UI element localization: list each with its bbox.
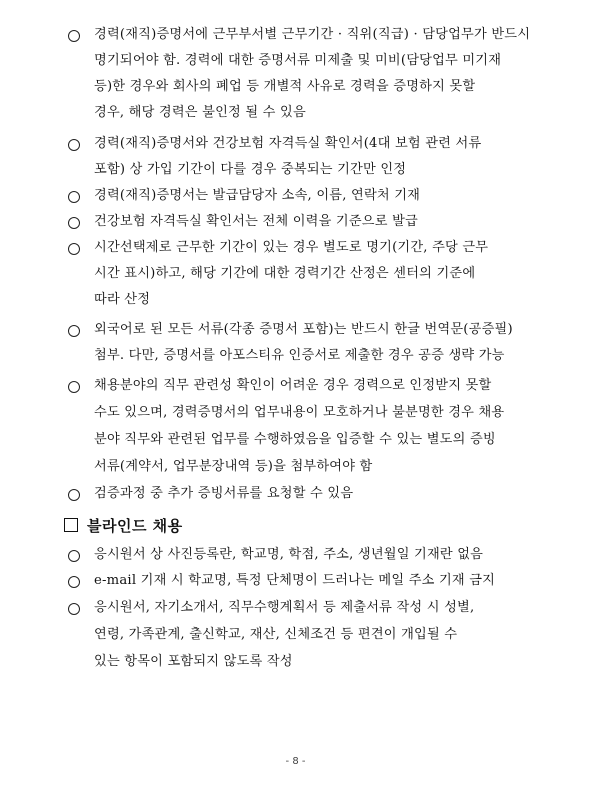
list-item-line: 경우, 해당 경력은 불인정 될 수 있음 — [94, 105, 306, 120]
section-heading-text: 블라인드 채용 — [87, 516, 183, 535]
list-item-line: 서류(계약서, 업무분장내역 등)을 첨부하여야 함 — [94, 459, 373, 474]
list-item-line: 첨부. 다만, 증명서를 아포스티유 인증서로 제출한 경우 공증 생략 가능 — [94, 348, 505, 363]
list-item-line: 따라 산정 — [94, 292, 151, 307]
list-item-line: 경력(재직)증명서와 건강보험 자격득실 확인서(4대 보험 관련 서류 — [94, 136, 482, 151]
circle-bullet-icon — [68, 217, 80, 229]
list-item-line: e-mail 기재 시 학교명, 특정 단체명이 드러나는 메일 주소 기재 금지 — [94, 573, 496, 588]
list-item-line: 있는 항목이 포함되지 않도록 작성 — [94, 654, 293, 669]
list-item-line: 경력(재직)증명서에 근무부서별 근무기간 · 직위(직급) · 담당업무가 반드시 — [94, 27, 531, 42]
circle-bullet-icon — [68, 139, 80, 151]
section-heading — [64, 515, 183, 535]
page-number: - 8 - — [285, 756, 306, 767]
list-item-line: 시간 표시)하고, 해당 기간에 대한 경력기간 산정은 센터의 기준에 — [94, 266, 476, 281]
circle-bullet-icon — [68, 550, 80, 562]
square-box-icon — [64, 518, 78, 532]
list-item-line: 연령, 가족관계, 출신학교, 재산, 신체조건 등 편견이 개입될 수 — [94, 627, 458, 642]
list-item-line: 검증과정 중 추가 증빙서류를 요청할 수 있음 — [94, 486, 354, 501]
circle-bullet-icon — [68, 243, 80, 255]
list-item-line: 등)한 경우와 회사의 폐업 등 개별적 사유로 경력을 증명하지 못할 — [94, 79, 476, 94]
list-item-line: 경력(재직)증명서는 발급담당자 소속, 이름, 연락처 기재 — [94, 188, 421, 203]
circle-bullet-icon — [68, 603, 80, 615]
list-item-line: 채용분야의 직무 관련성 확인이 어려운 경우 경력으로 인정받지 못할 — [94, 378, 492, 393]
list-item-line: 건강보험 자격득실 확인서는 전체 이력을 기준으로 발급 — [94, 214, 418, 229]
list-item-line: 응시원서 상 사진등록란, 학교명, 학점, 주소, 생년월일 기재란 없음 — [94, 547, 484, 562]
circle-bullet-icon — [68, 30, 80, 42]
list-item-line: 응시원서, 자기소개서, 직무수행계획서 등 제출서류 작성 시 성별, — [94, 600, 475, 615]
list-item-line: 명기되어야 함. 경력에 대한 증명서류 미제출 및 미비(담당업무 미기재 — [94, 53, 502, 68]
list-item-line: 수도 있으며, 경력증명서의 업무내용이 모호하거나 불분명한 경우 채용 — [94, 405, 505, 420]
circle-bullet-icon — [68, 489, 80, 501]
circle-bullet-icon — [68, 191, 80, 203]
circle-bullet-icon — [68, 381, 80, 393]
list-item-line: 분야 직무와 관련된 업무를 수행하였음을 입증할 수 있는 별도의 증빙 — [94, 432, 496, 447]
list-item-line: 시간선택제로 근무한 기간이 있는 경우 별도로 명기(기간, 주당 근무 — [94, 240, 489, 255]
circle-bullet-icon — [68, 325, 80, 337]
circle-bullet-icon — [68, 576, 80, 588]
list-item-line: 포함) 상 가입 기간이 다를 경우 중복되는 기간만 인정 — [94, 162, 407, 177]
list-item-line: 외국어로 된 모든 서류(각종 증명서 포함)는 반드시 한글 번역문(공증필) — [94, 322, 513, 337]
